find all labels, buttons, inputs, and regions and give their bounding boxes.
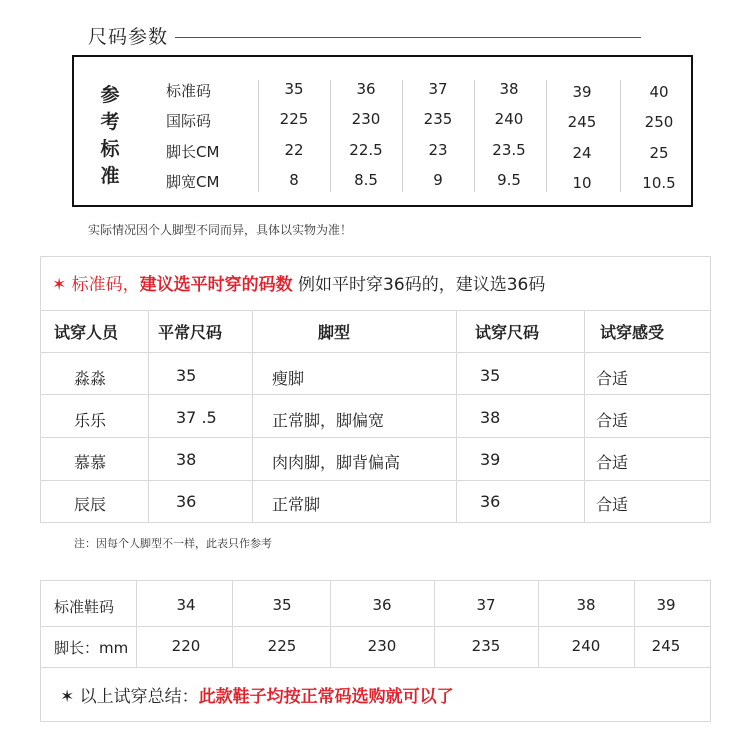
column-separator — [258, 80, 259, 192]
reference-vertical-label: 参 考 标 准 — [100, 84, 120, 187]
table-right-border — [710, 256, 711, 522]
standard-cell: 38 — [576, 596, 596, 614]
column-divider — [330, 580, 331, 667]
column-divider — [456, 310, 457, 522]
summary-line: ✶ 以上试穿总结：此款鞋子均按正常码选购就可以了 — [60, 687, 454, 707]
table-cell: 合适 — [596, 495, 629, 514]
reference-cell: 40 — [649, 83, 669, 101]
table-cell: 乐乐 — [74, 411, 107, 430]
reference-cell: 8 — [289, 171, 299, 189]
table-cell: 合适 — [596, 411, 629, 430]
table-cell: 36 — [480, 492, 501, 511]
standard-cell: 225 — [267, 637, 297, 655]
row-label: 脚长CM — [166, 143, 220, 161]
column-header: 试穿人员 — [54, 323, 119, 342]
standard-cell: 35 — [272, 596, 292, 614]
reference-cell: 9.5 — [497, 171, 521, 189]
column-separator — [474, 80, 475, 192]
column-header: 试穿感受 — [600, 323, 665, 342]
column-header: 平常尺码 — [158, 323, 223, 342]
reference-cell: 9 — [433, 171, 443, 189]
table-left-border — [40, 256, 41, 522]
reference-cell: 36 — [356, 80, 376, 98]
table-cell: 正常脚 — [272, 495, 321, 514]
row-divider — [40, 522, 711, 523]
column-header: 试穿尺码 — [475, 323, 540, 342]
reference-cell: 38 — [499, 80, 519, 98]
reference-cell: 35 — [284, 80, 304, 98]
reference-cell: 10 — [572, 174, 592, 192]
tryon-note: 注：因每个人脚型不一样，此表只作参考 — [74, 537, 272, 550]
star-icon: ✶ — [52, 275, 67, 295]
reference-cell: 23 — [428, 141, 448, 159]
reference-cell: 22 — [284, 141, 304, 159]
standard-cell: 36 — [372, 596, 392, 614]
table-cell: 慕慕 — [74, 453, 107, 472]
standard-cell: 235 — [471, 637, 501, 655]
reference-cell: 225 — [279, 110, 309, 128]
row-divider — [40, 437, 711, 438]
row-divider — [40, 626, 711, 627]
standard-cell: 37 — [476, 596, 496, 614]
table-cell: 36 — [176, 492, 197, 511]
reference-cell: 245 — [567, 113, 597, 131]
table-cell: 35 — [480, 366, 501, 385]
reference-cell: 250 — [644, 113, 674, 131]
table-cell: 淼淼 — [74, 369, 107, 388]
row-divider — [40, 480, 711, 481]
reference-cell: 230 — [351, 110, 381, 128]
row-divider — [40, 667, 711, 668]
reference-cell: 235 — [423, 110, 453, 128]
standard-cell: 240 — [571, 637, 601, 655]
column-divider — [434, 580, 435, 667]
standard-cell: 34 — [176, 596, 196, 614]
tryon-top-border — [40, 256, 711, 257]
row-label: 标准码 — [166, 82, 212, 100]
column-divider — [584, 310, 585, 522]
table-cell: 正常脚，脚偏宽 — [272, 411, 385, 430]
title-divider — [175, 37, 641, 38]
column-divider — [148, 310, 149, 522]
reference-note: 实际情况因个人脚型不同而异，具体以实物为准！ — [88, 223, 353, 237]
row-divider — [40, 352, 711, 353]
column-separator — [620, 80, 621, 192]
row-divider — [40, 394, 711, 395]
table-cell: 39 — [480, 450, 501, 469]
table-cell: 肉肉脚，脚背偏高 — [272, 453, 401, 472]
column-divider — [634, 580, 635, 667]
column-separator — [330, 80, 331, 192]
column-separator — [546, 80, 547, 192]
row-label: 标准鞋码 — [54, 598, 115, 616]
table-cell: 38 — [176, 450, 197, 469]
table-cell: 瘦脚 — [272, 369, 305, 388]
row-label: 脚长：mm — [54, 639, 129, 657]
reference-cell: 25 — [649, 144, 669, 162]
column-divider — [136, 580, 137, 667]
row-label: 脚宽CM — [166, 173, 220, 191]
column-divider — [252, 310, 253, 522]
reference-cell: 8.5 — [354, 171, 378, 189]
reference-cell: 10.5 — [642, 174, 676, 192]
standard-cell: 245 — [651, 637, 681, 655]
table-cell: 37 .5 — [176, 408, 217, 427]
table-cell: 38 — [480, 408, 501, 427]
column-separator — [402, 80, 403, 192]
standard-cell: 220 — [171, 637, 201, 655]
standard-cell: 230 — [367, 637, 397, 655]
standard-cell: 39 — [656, 596, 676, 614]
tryon-heading: ✶ 标准码，建议选平时穿的码数 例如平时穿36码的，建议选36码 — [52, 275, 546, 295]
reference-cell: 22.5 — [349, 141, 383, 159]
table-cell: 合适 — [596, 369, 629, 388]
reference-cell: 24 — [572, 144, 592, 162]
column-header: 脚型 — [318, 323, 351, 342]
reference-cell: 240 — [494, 110, 524, 128]
table-cell: 辰辰 — [74, 495, 107, 514]
table-cell: 35 — [176, 366, 197, 385]
reference-cell: 39 — [572, 83, 592, 101]
reference-cell: 23.5 — [492, 141, 526, 159]
table-cell: 合适 — [596, 453, 629, 472]
section-title: 尺码参数 — [88, 26, 169, 48]
row-label: 国际码 — [166, 112, 212, 130]
column-divider — [232, 580, 233, 667]
star-icon: ✶ — [60, 687, 75, 707]
row-divider — [40, 310, 711, 311]
column-divider — [538, 580, 539, 667]
reference-cell: 37 — [428, 80, 448, 98]
